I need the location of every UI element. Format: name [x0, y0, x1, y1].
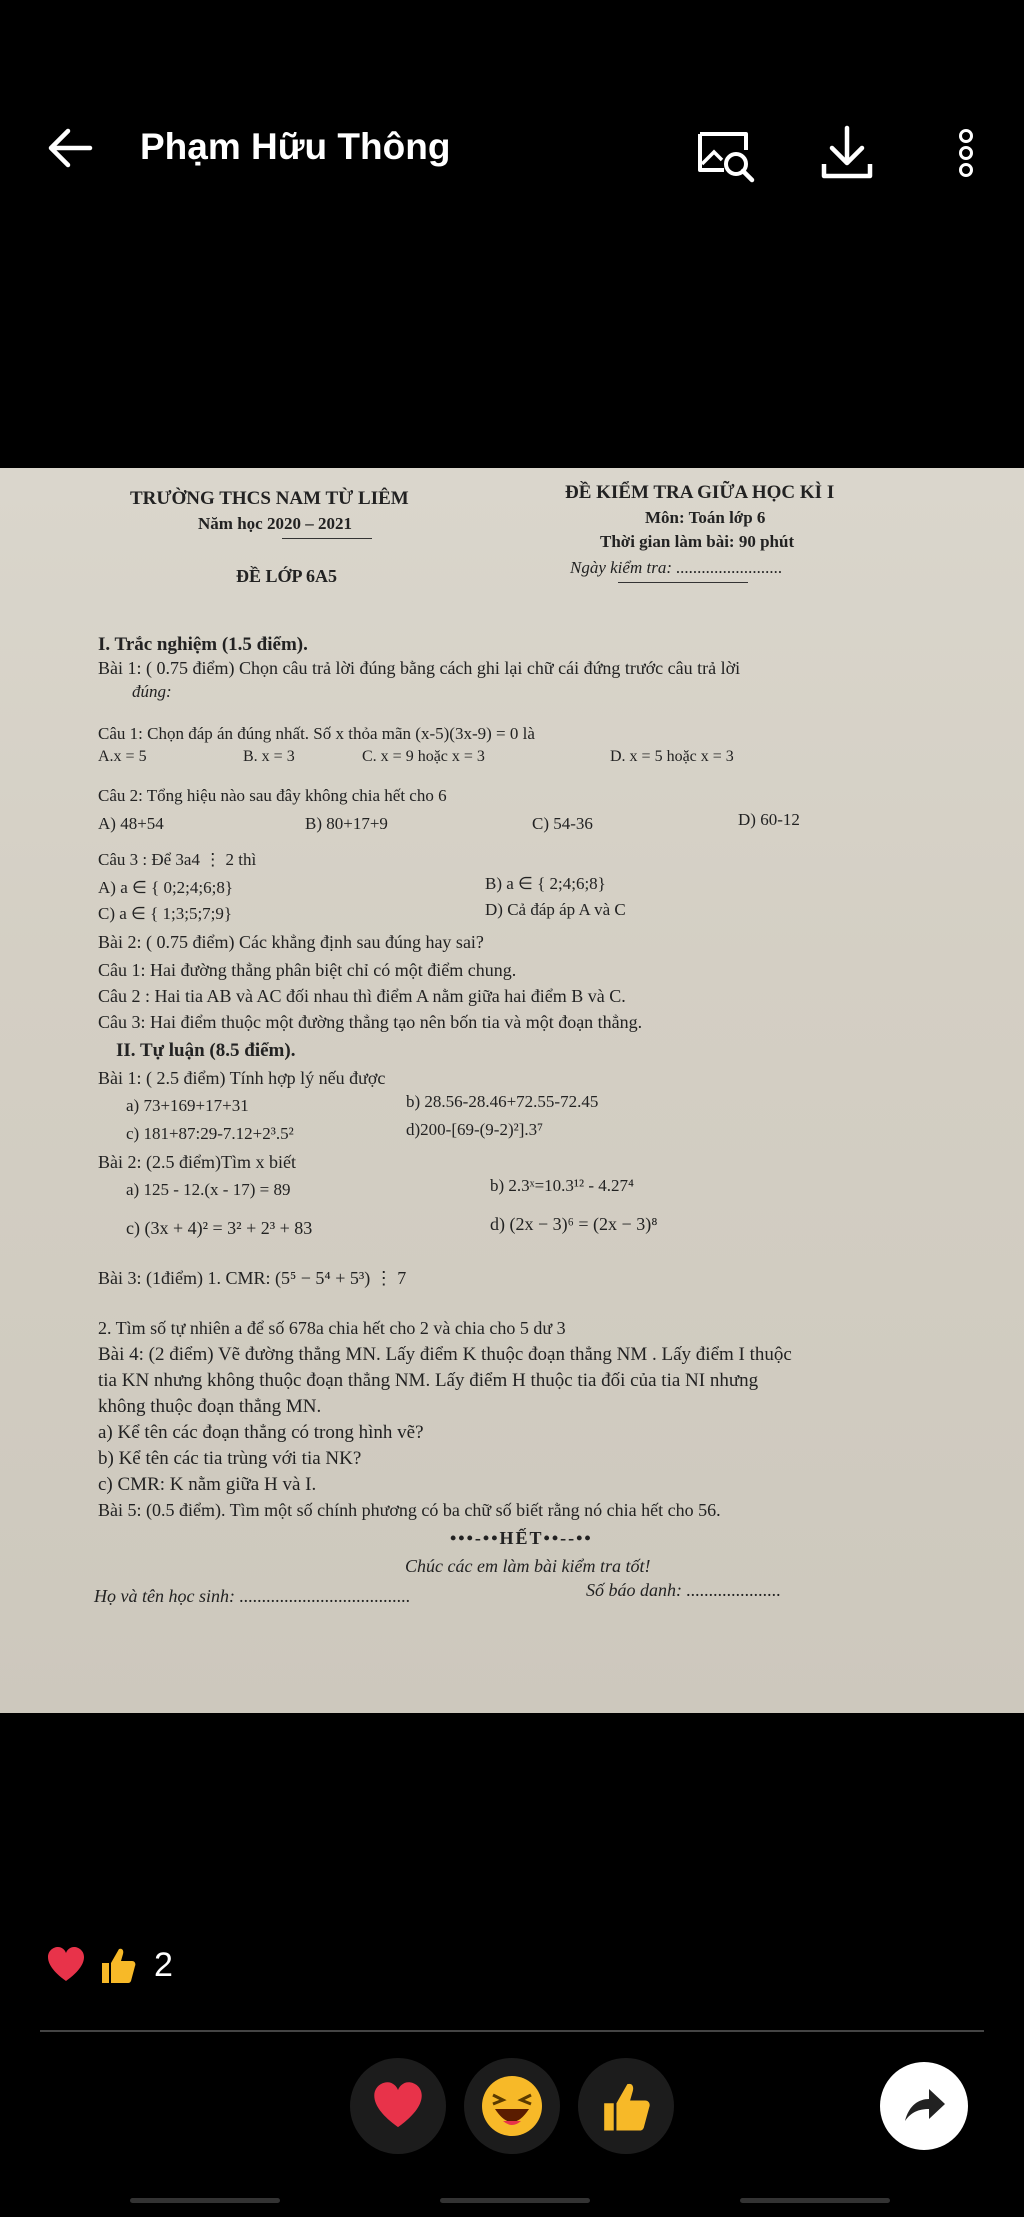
doc-line: d)200-[69-(9-2)²].3⁷	[406, 1120, 544, 1139]
doc-line: tia KN nhưng không thuộc đoạn thẳng NM. Lấy điểm H thuộc tia đối của tia NI nhưng	[98, 1370, 759, 1391]
student-name-field: Họ và tên học sinh: ......................................	[94, 1586, 411, 1606]
doc-line: B) a ∈ { 2;4;6;8}	[485, 874, 606, 893]
doc-line: A) a ∈ { 0;2;4;6;8}	[98, 878, 234, 897]
doc-line: Bài 1: ( 0.75 điểm) Chọn câu trả lời đúng bằng cách ghi lại chữ cái đứng trước câu trả lời	[98, 658, 741, 678]
end-mark: •••-••HẾT••--••	[450, 1528, 593, 1548]
doc-line: Câu 1: Chọn đáp án đúng nhất. Số x thỏa mãn (x-5)(3x-9) = 0 là	[98, 724, 535, 743]
image-search-icon[interactable]	[690, 118, 760, 188]
class-code: ĐỀ LỚP 6A5	[236, 566, 338, 586]
download-icon[interactable]	[812, 118, 882, 188]
doc-line: b) Kể tên các tia trùng với tia NK?	[98, 1448, 362, 1469]
doc-line: Bài 5: (0.5 điểm). Tìm một số chính phương có ba chữ số biết rằng nó chia hết cho 56.	[98, 1500, 721, 1520]
exam-date: Ngày kiểm tra: .........................	[570, 558, 783, 577]
share-button[interactable]	[880, 2062, 968, 2150]
section-1-heading: I. Trắc nghiệm (1.5 điểm).	[98, 634, 308, 655]
doc-line: C) 54-36	[532, 814, 593, 833]
back-arrow-icon[interactable]	[40, 118, 100, 178]
reaction-summary[interactable]	[44, 1940, 173, 1990]
doc-line: Câu 3 : Để 3a4 ⋮ 2 thì	[98, 850, 257, 869]
doc-line: c) CMR: K nằm giữa H và I.	[98, 1474, 317, 1495]
doc-line: A.x = 5	[98, 748, 147, 765]
doc-line: a) 73+169+17+31	[126, 1096, 249, 1115]
closing-wish: Chúc các em làm bài kiểm tra tốt!	[405, 1556, 651, 1576]
doc-line: không thuộc đoạn thẳng MN.	[98, 1396, 322, 1417]
doc-line: B. x = 3	[243, 748, 295, 765]
doc-line: Bài 3: (1điểm) 1. CMR: (5⁵ − 5⁴ + 5³) ⋮ 7	[98, 1268, 407, 1288]
like-reaction-button[interactable]	[578, 2058, 674, 2154]
doc-line: b) 28.56-28.46+72.55-72.45	[406, 1092, 599, 1111]
school-year: Năm học 2020 – 2021	[198, 514, 352, 533]
nav-home[interactable]	[440, 2198, 590, 2203]
doc-line: b) 2.3ˣ=10.3¹² - 4.27⁴	[490, 1176, 634, 1195]
doc-line: 2. Tìm số tự nhiên a để số 678a chia hết cho 2 và chia cho 5 dư 3	[98, 1318, 566, 1338]
doc-line: a) 125 - 12.(x - 17) = 89	[126, 1180, 291, 1199]
doc-line: c) (3x + 4)² = 3² + 2³ + 83	[126, 1218, 313, 1238]
haha-reaction-button[interactable]	[464, 2058, 560, 2154]
top-bar	[0, 0, 1024, 300]
thumbs-up-icon	[96, 1943, 140, 1987]
doc-line: C. x = 9 hoặc x = 3	[362, 748, 485, 765]
doc-line: Bài 1: ( 2.5 điểm) Tính hợp lý nếu được	[98, 1068, 386, 1088]
exam-title: ĐỀ KIỂM TRA GIỮA HỌC KÌ I	[565, 482, 835, 503]
doc-line: B) 80+17+9	[305, 814, 388, 833]
more-vertical-icon[interactable]	[938, 118, 994, 188]
exam-subject: Môn: Toán lớp 6	[645, 508, 766, 527]
doc-line: Bài 4: (2 điểm) Vẽ đường thẳng MN. Lấy điểm K thuộc đoạn thẳng NM . Lấy điểm I thuộc	[98, 1344, 792, 1365]
heart-icon	[367, 2077, 429, 2135]
share-arrow-icon	[897, 2079, 951, 2133]
doc-line: D) Cả đáp áp A và C	[485, 900, 626, 919]
doc-line: Câu 1: Hai đường thẳng phân biệt chỉ có một điểm chung.	[98, 960, 517, 980]
doc-line: d) (2x − 3)⁶ = (2x − 3)⁸	[490, 1214, 658, 1234]
thumbs-up-icon	[596, 2076, 656, 2136]
doc-line: Bài 2: ( 0.75 điểm) Các khẳng định sau đúng hay sai?	[98, 932, 484, 952]
photo-owner-name[interactable]: Phạm Hữu Thông	[140, 126, 451, 167]
doc-line: A) 48+54	[98, 814, 164, 833]
doc-line: D. x = 5 hoặc x = 3	[610, 748, 734, 765]
reaction-count: 2	[154, 1945, 173, 1984]
section-2-heading: II. Tự luận (8.5 điểm).	[116, 1040, 296, 1061]
doc-line: D) 60-12	[738, 810, 800, 829]
divider	[40, 2030, 984, 2032]
student-id-field: Số báo danh: .....................	[586, 1580, 781, 1600]
heart-icon	[44, 1943, 88, 1987]
school-name: TRƯỜNG THCS NAM TỪ LIÊM	[130, 488, 409, 509]
doc-line: a) Kể tên các đoạn thẳng có trong hình vẽ?	[98, 1422, 424, 1443]
exam-document-photo	[0, 468, 1024, 1713]
doc-line: c) 181+87:29-7.12+2³.5²	[126, 1124, 294, 1143]
doc-line: Câu 3: Hai điểm thuộc một đường thẳng tạo nên bốn tia và một đoạn thẳng.	[98, 1012, 643, 1032]
nav-back[interactable]	[740, 2198, 890, 2203]
doc-line: Bài 2: (2.5 điểm)Tìm x biết	[98, 1152, 296, 1172]
love-reaction-button[interactable]	[350, 2058, 446, 2154]
doc-line: Câu 2 : Hai tia AB và AC đối nhau thì điểm A nằm giữa hai điểm B và C.	[98, 986, 626, 1006]
nav-recents[interactable]	[130, 2198, 280, 2203]
doc-line: C) a ∈ { 1;3;5;7;9}	[98, 904, 233, 923]
doc-line: Câu 2: Tổng hiệu nào sau đây không chia hết cho 6	[98, 786, 447, 805]
exam-duration: Thời gian làm bài: 90 phút	[600, 532, 795, 551]
doc-line: đúng:	[132, 682, 172, 701]
laughing-face-icon	[479, 2073, 545, 2139]
